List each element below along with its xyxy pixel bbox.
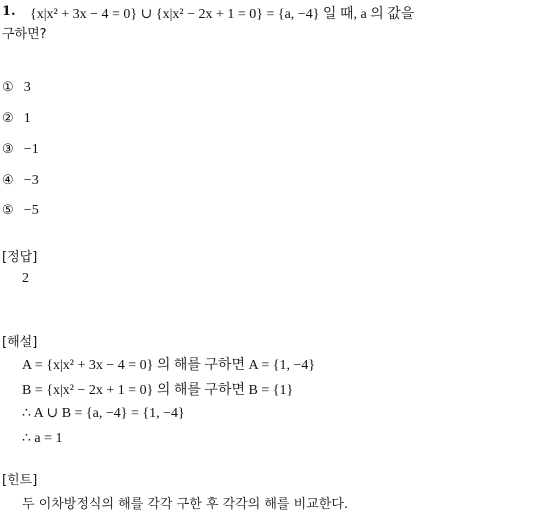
choice-item[interactable] bbox=[2, 111, 31, 127]
question-number: 1. bbox=[2, 4, 16, 19]
explanation-line: B = {x|x² − 2x + 1 = 0} 의 해를 구하면 B = {1} bbox=[22, 383, 294, 398]
choice-value: −3 bbox=[23, 173, 39, 188]
choice-marker: ② bbox=[2, 111, 14, 126]
choice-marker: ⑤ bbox=[2, 203, 14, 218]
explanation-heading: [해설] bbox=[2, 335, 38, 350]
hint-text: 두 이차방정식의 해를 각각 구한 후 각각의 해를 비교한다. bbox=[22, 497, 349, 512]
choice-item[interactable] bbox=[2, 142, 39, 158]
explanation-line: ∴ a = 1 bbox=[22, 431, 63, 446]
choice-value: −5 bbox=[23, 203, 39, 218]
answer-value: 2 bbox=[22, 271, 29, 286]
choice-item[interactable] bbox=[2, 203, 39, 219]
question-text-line1: {x|x² + 3x − 4 = 0} ∪ {x|x² − 2x + 1 = 0} = {a, −4} 일 때, a 의 값을 bbox=[30, 7, 415, 22]
explanation-line: ∴ A ∪ B = {a, −4} = {1, −4} bbox=[22, 406, 185, 421]
choice-marker: ① bbox=[2, 80, 14, 95]
choice-value: −1 bbox=[23, 142, 39, 157]
explanation-line: A = {x|x² + 3x − 4 = 0} 의 해를 구하면 A = {1, −4} bbox=[22, 358, 316, 373]
choice-item[interactable] bbox=[2, 173, 39, 189]
choice-marker: ③ bbox=[2, 142, 14, 157]
choice-marker: ④ bbox=[2, 173, 14, 188]
question-text-line2: 구하면? bbox=[2, 27, 47, 42]
answer-heading: [정답] bbox=[2, 250, 38, 265]
choice-item[interactable] bbox=[2, 80, 31, 96]
choice-value: 3 bbox=[23, 80, 31, 95]
choice-value: 1 bbox=[23, 111, 31, 126]
hint-heading: [힌트] bbox=[2, 473, 38, 488]
